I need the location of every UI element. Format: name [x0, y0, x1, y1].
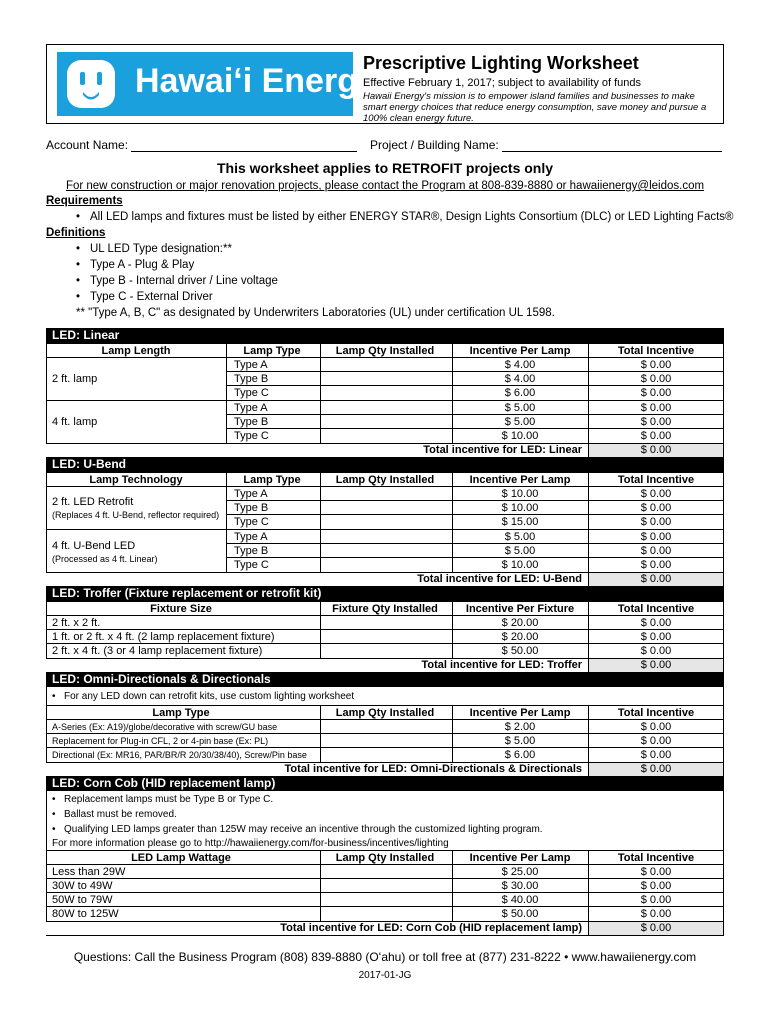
definitions-footnote: ** "Type A, B, C" as designated by Underwriters Laboratories (UL) under certification UL 1598.	[76, 307, 555, 319]
total-incentive: $ 0.00	[640, 488, 672, 500]
lamp-technology: 4 ft. U-Bend LED	[52, 540, 136, 552]
lamp-type: Type B	[234, 373, 269, 385]
incentive: $ 5.00	[504, 531, 536, 543]
col-header: Lamp Type	[243, 345, 301, 357]
effective-date: Effective February 1, 2017; subject to availability of funds	[363, 77, 642, 89]
lamp-type: Type B	[234, 416, 269, 428]
col-header: Incentive Per Lamp	[469, 345, 571, 357]
lamp-length: 4 ft. lamp	[52, 416, 98, 428]
requirement-item: • All LED lamps and fixtures must be listed by either ENERGY STAR®, Design Lights Consortium (DLC) or LED Lighting Facts®	[90, 211, 734, 223]
col-header: Total Incentive	[617, 474, 695, 486]
col-header: Total Incentive	[617, 852, 695, 864]
total-incentive: $ 0.00	[640, 908, 672, 920]
header-box	[46, 44, 724, 124]
lamp-technology-note: (Replaces 4 ft. U-Bend, reflector required)	[52, 510, 220, 520]
incentive: $ 5.00	[504, 416, 536, 428]
smiley-outlet-icon	[65, 58, 117, 110]
section-banner-troffer: LED: Troffer (Fixture replacement or retrofit kit)	[46, 586, 724, 601]
omni-lamp-type: Replacement for Plug-in CFL, 2 or 4-pin base (Ex: PL)	[52, 736, 269, 746]
lamp-type: Type C	[234, 430, 269, 442]
lamp-type: Type C	[234, 559, 269, 571]
incentive: $ 50.00	[501, 908, 539, 920]
requirements-heading: Requirements	[46, 195, 123, 207]
incentive: $ 10.00	[501, 559, 539, 571]
incentive: $ 25.00	[501, 866, 539, 878]
lamp-type: Type A	[234, 488, 268, 500]
lamp-type: Type A	[234, 359, 268, 371]
total-incentive: $ 0.00	[640, 373, 672, 385]
lamp-type: Type A	[234, 402, 268, 414]
col-header: Lamp Qty Installed	[335, 707, 435, 719]
incentive: $ 5.00	[504, 402, 536, 414]
total-incentive: $ 0.00	[640, 430, 672, 442]
incentive: $ 40.00	[501, 894, 539, 906]
incentive: $ 20.00	[501, 631, 539, 643]
col-header: Fixture Size	[150, 603, 212, 615]
total-incentive: $ 0.00	[640, 735, 672, 747]
wattage: Less than 29W	[52, 866, 126, 878]
total-incentive: $ 0.00	[640, 721, 672, 733]
section-total-label: Total incentive for LED: U-Bend	[417, 573, 582, 585]
fixture-size: 2 ft. x 4 ft. (3 or 4 lamp replacement fixture)	[52, 645, 263, 657]
definition-item: • Type C - External Driver	[90, 291, 213, 303]
retrofit-heading: This worksheet applies to RETROFIT projects only	[216, 160, 554, 176]
account-name-label: Account Name:	[46, 138, 129, 152]
omni-lamp-type: A-Series (Ex: A19)/globe/decorative with screw/GU base	[52, 722, 278, 732]
incentive: $ 4.00	[504, 359, 536, 371]
col-header: Lamp Type	[152, 707, 210, 719]
incentive: $ 6.00	[504, 387, 536, 399]
col-header: Incentive Per Fixture	[465, 603, 575, 615]
col-header: LED Lamp Wattage	[131, 852, 231, 864]
section-total-label: Total incentive for LED: Linear	[423, 444, 582, 456]
corncob-more-info: For more information please go to http://hawaiienergy.com/for-business/incentives/lighting	[52, 838, 449, 849]
definition-item: • UL LED Type designation:**	[90, 243, 232, 255]
incentive: $ 30.00	[501, 880, 539, 892]
corncob-note: • Qualifying LED lamps greater than 125W may receive an incentive through the customized lighting program.	[52, 824, 543, 835]
total-incentive: $ 0.00	[640, 502, 672, 514]
footer-questions: Questions: Call the Business Program (808) 839-8880 (Oʻahu) or toll free at (877) 231-8222 • www.hawaiienergy.com	[73, 950, 697, 964]
project-name-field[interactable]	[502, 139, 722, 152]
total-incentive: $ 0.00	[640, 516, 672, 528]
col-header: Incentive Per Lamp	[469, 707, 571, 719]
account-name-row	[46, 138, 357, 152]
col-header: Fixture Qty Installed	[332, 603, 438, 615]
col-header: Incentive Per Lamp	[469, 474, 571, 486]
wattage: 80W to 125W	[52, 908, 119, 920]
total-incentive: $ 0.00	[640, 545, 672, 557]
total-incentive: $ 0.00	[640, 559, 672, 571]
incentive: $ 5.00	[504, 545, 536, 557]
incentive: $ 10.00	[501, 488, 539, 500]
omni-note: • For any LED down can retrofit kits, use custom lighting worksheet	[52, 691, 355, 702]
definitions-heading: Definitions	[46, 227, 106, 239]
section-total-label: Total incentive for LED: Troffer	[421, 659, 582, 671]
mission-statement: Hawaii Energy's mission is to empower island families and businesses to make smart energy choices that reduce energy consumption, save money and pursue a 100% clean energy future.	[363, 91, 707, 124]
total-incentive: $ 0.00	[640, 749, 672, 761]
corncob-note: • Ballast must be removed.	[52, 809, 177, 820]
col-header: Lamp Qty Installed	[335, 474, 435, 486]
incentive: $ 2.00	[504, 721, 536, 733]
account-name-field[interactable]	[131, 139, 357, 152]
project-name-row	[370, 138, 722, 152]
total-incentive: $ 0.00	[640, 531, 672, 543]
incentive: $ 6.00	[504, 749, 536, 761]
section-total-label: Total incentive for LED: Corn Cob (HID replacement lamp)	[280, 922, 582, 934]
lamp-type: Type C	[234, 387, 269, 399]
lamp-length: 2 ft. lamp	[52, 373, 98, 385]
wattage: 50W to 79W	[52, 894, 113, 906]
new-construction-note: For new construction or major renovation projects, please contact the Program at 808-839-8880 or hawaiienergy@leidos.com	[65, 180, 705, 192]
incentive: $ 50.00	[501, 645, 539, 657]
col-header: Total Incentive	[617, 707, 695, 719]
section-total-label: Total incentive for LED: Omni-Directionals & Directionals	[284, 763, 582, 775]
total-incentive: $ 0.00	[640, 894, 672, 906]
total-incentive: $ 0.00	[640, 416, 672, 428]
section-banner-ubend: LED: U-Bend	[46, 457, 724, 472]
fixture-size: 2 ft. x 2 ft.	[52, 617, 101, 629]
logo	[57, 52, 377, 116]
lamp-type: Type B	[234, 545, 269, 557]
wattage: 30W to 49W	[52, 880, 113, 892]
col-header: Incentive Per Lamp	[469, 852, 571, 864]
col-header: Lamp Technology	[89, 474, 183, 486]
section-banner-corncob: LED: Corn Cob (HID replacement lamp)	[46, 776, 724, 791]
logo-text: Hawaiʻi Energy	[135, 62, 377, 100]
total-incentive: $ 0.00	[640, 631, 672, 643]
section-total-value: $ 0.00	[640, 444, 672, 456]
section-total-value: $ 0.00	[640, 659, 672, 671]
omni-lamp-type: Directional (Ex: MR16, PAR/BR/R 20/30/38/40), Screw/Pin base	[52, 750, 307, 760]
lamp-technology-note: (Processed as 4 ft. Linear)	[52, 554, 158, 564]
total-incentive: $ 0.00	[640, 387, 672, 399]
col-header: Total Incentive	[617, 603, 695, 615]
section-banner-linear: LED: Linear	[46, 328, 724, 343]
total-incentive: $ 0.00	[640, 359, 672, 371]
definition-item: • Type A - Plug & Play	[90, 259, 194, 271]
col-header: Lamp Qty Installed	[335, 345, 435, 357]
project-name-label: Project / Building Name:	[370, 138, 499, 152]
section-total-value: $ 0.00	[640, 573, 672, 585]
corncob-note: • Replacement lamps must be Type B or Type C.	[52, 794, 274, 805]
page-title: Prescriptive Lighting Worksheet	[363, 53, 639, 73]
lamp-type: Type B	[234, 502, 269, 514]
incentive: $ 4.00	[504, 373, 536, 385]
col-header: Lamp Qty Installed	[335, 852, 435, 864]
definition-item: • Type B - Internal driver / Line voltage	[90, 275, 278, 287]
incentive: $ 15.00	[501, 516, 539, 528]
footer-code: 2017-01-JG	[358, 970, 412, 981]
col-header: Total Incentive	[617, 345, 695, 357]
lamp-technology: 2 ft. LED Retrofit	[52, 496, 134, 508]
incentive: $ 20.00	[501, 617, 539, 629]
fixture-size: 1 ft. or 2 ft. x 4 ft. (2 lamp replacement fixture)	[52, 631, 275, 643]
total-incentive: $ 0.00	[640, 880, 672, 892]
col-header: Lamp Length	[101, 345, 171, 357]
lamp-type: Type C	[234, 516, 269, 528]
incentive: $ 10.00	[501, 430, 539, 442]
incentive: $ 10.00	[501, 502, 539, 514]
incentive: $ 5.00	[504, 735, 536, 747]
section-total-value: $ 0.00	[640, 763, 672, 775]
total-incentive: $ 0.00	[640, 617, 672, 629]
total-incentive: $ 0.00	[640, 402, 672, 414]
total-incentive: $ 0.00	[640, 645, 672, 657]
col-header: Lamp Type	[243, 474, 301, 486]
section-banner-omni: LED: Omni-Directionals & Directionals	[46, 672, 724, 687]
section-total-value: $ 0.00	[640, 922, 672, 934]
lamp-type: Type A	[234, 531, 268, 543]
total-incentive: $ 0.00	[640, 866, 672, 878]
